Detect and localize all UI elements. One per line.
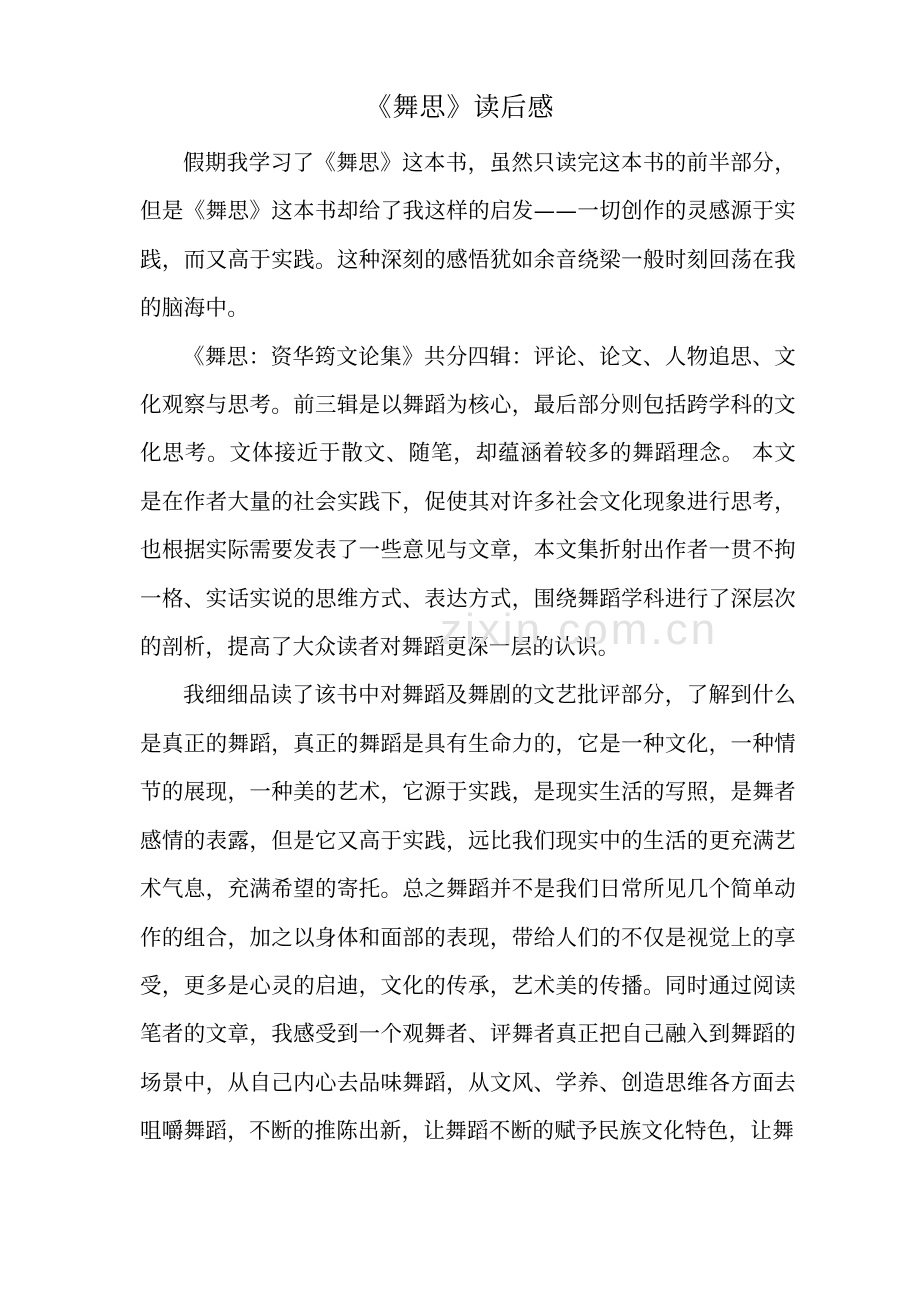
paragraph: 《舞思：资华筠文论集》共分四辑：评论、论文、人物追思、文化观察与思考。前三辑是以舞蹈为核心，最后部分则包括跨学科的文化思考。文体接近于散文、随笔，却蕴涵着较多的舞蹈理念。 本文是在作者大量的社会实践下，促使其对许多社会文化现象进行思考，也根据实际需要发表了一些意见与文章，本文集折射出作者一贯不拘一格、实话实说的思维方式、表达方式，围绕舞蹈学科进行了深层次的剖析，提高了大众读者对舞蹈更深一层的认识。 xyxy=(140,344,796,661)
paragraph: 我细细品读了该书中对舞蹈及舞剧的文艺批评部分，了解到什么是真正的舞蹈，真正的舞蹈是具有生命力的，它是一种文化，一种情节的展现，一种美的艺术，它源于实践，是现实生活的写照，是舞者感情的表露，但是它又高于实践，远比我们现实中的生活的更充满艺术气息，充满希望的寄托。总之舞蹈并不是我们日常所见几个简单动作的组合，加之以身体和面部的表现，带给人们的不仅是视觉上的享受，更多是心灵的启迪，文化的传承，艺术美的传播。同时通过阅读笔者的文章，我感受到一个观舞者、评舞者真正把自己融入到舞蹈的场景中，从自己内心去品味舞蹈，从文风、学养、创造思维各方面去咀嚼舞蹈，不断的推陈出新，让舞蹈不断的赋予民族文化特色，让舞 xyxy=(140,683,796,1145)
document-title: 《舞思》读后感 xyxy=(365,93,555,123)
paragraph: 假期我学习了《舞思》这本书，虽然只读完这本书的前半部分，但是《舞思》这本书却给了我这样的启发——一切创作的灵感源于实践，而又高于实践。这种深刻的感悟犹如余音绕梁一般时刻回荡在我的脑海中。 xyxy=(140,151,796,322)
document-body xyxy=(140,140,796,1157)
watermark: zixin.com.cn xyxy=(440,605,719,654)
